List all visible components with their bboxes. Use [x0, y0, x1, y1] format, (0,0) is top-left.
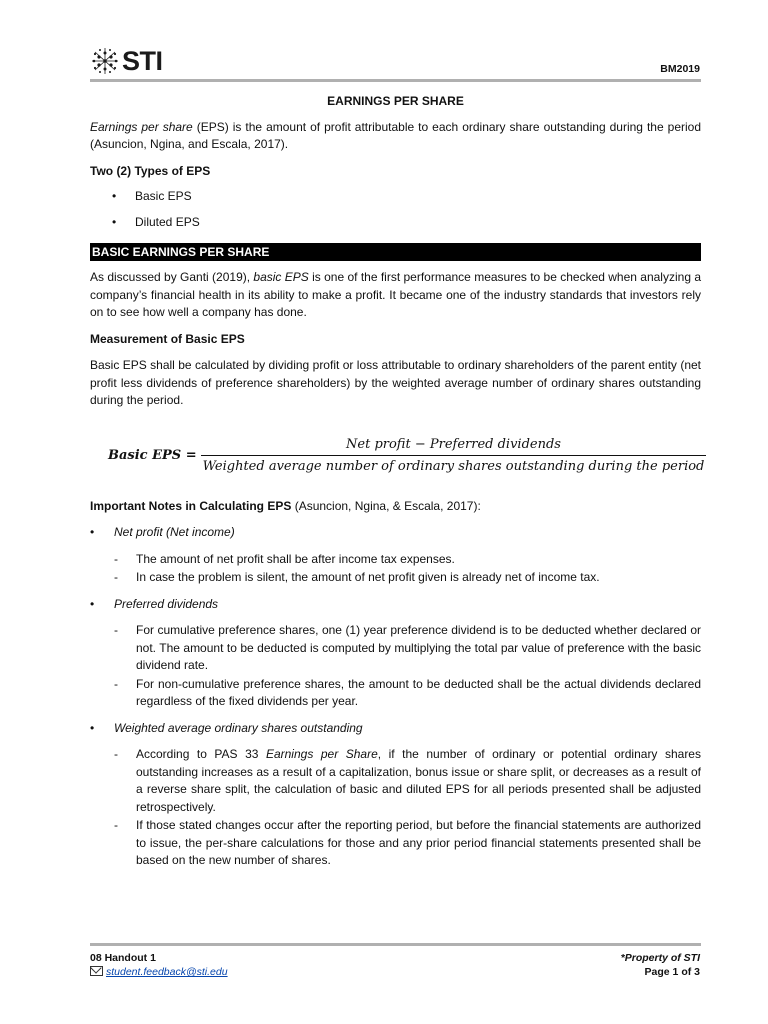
list-item: • Diluted EPS: [90, 214, 701, 232]
document-code: BM2019: [660, 63, 700, 75]
notes-heading: [90, 498, 701, 516]
note-points-preferred-dividends: [90, 622, 701, 711]
property-label: *Property of STI: [620, 952, 700, 964]
list-item: - If those stated changes occur after the reporting period, but before the financial statements are authorized to issue, the per-share calculations for those and any prior period financial statements presented shall be based on the new number of shares.: [90, 817, 701, 870]
note-label-net-profit: • Net profit (Net income): [90, 524, 701, 542]
formula-denominator: Weighted average number of ordinary shares outstanding during the period: [201, 455, 707, 476]
list-item: - The amount of net profit shall be after income tax expenses.: [90, 551, 701, 569]
paragraph-term: basic EPS: [253, 270, 309, 284]
notes-heading-citation: (Asuncion, Ngina, & Escala, 2017):: [291, 498, 481, 513]
header-divider: [90, 79, 701, 82]
basic-eps-paragraph: [90, 269, 701, 322]
note-points-net-profit: [90, 551, 701, 587]
footer-email-row: [90, 965, 228, 979]
list-item: • Basic EPS: [90, 188, 701, 206]
item-term: Earnings per Share: [265, 747, 378, 761]
paragraph-text: As discussed by Ganti (2019),: [90, 270, 254, 284]
formula-lhs: Basic EPS =: [108, 447, 197, 463]
note-points-weighted-average: [90, 746, 701, 870]
note-label-preferred-dividends: • Preferred dividends: [90, 596, 701, 614]
intro-term: Earnings per share: [90, 119, 193, 134]
item-text: According to PAS 33: [136, 747, 266, 761]
intro-text: (EPS) is the amount of profit attributable to each ordinary share outstanding during the period (Asuncion, Ngina, and Escala, 2017).: [90, 119, 702, 151]
globe-icon: [90, 47, 120, 75]
feedback-email-link[interactable]: student.feedback@sti.edu: [106, 966, 228, 978]
types-heading: Two (2) Types of EPS: [90, 163, 211, 178]
intro-paragraph: [90, 119, 701, 154]
list-item: [90, 746, 701, 816]
footer-divider: [90, 943, 701, 946]
measurement-paragraph: Basic EPS shall be calculated by dividing profit or loss attributable to ordinary shareholders of the parent entity (net profit less dividends of preference shareholders) by the weighted average number of ordinary shares outstanding during the period.: [90, 358, 701, 407]
list-item: - In case the problem is silent, the amount of net profit given is already net of income tax.: [90, 569, 701, 587]
section-heading-basic-eps: BASIC EARNINGS PER SHARE: [90, 243, 701, 261]
page-number: Page 1 of 3: [644, 966, 700, 978]
item-text: , if the number of ordinary or potential ordinary shares outstanding increases as a result of a capitalization, bonus issue or share split, or decreases as a result of a reverse share split, the calculation of basic and diluted EPS for all periods presented shall be adjusted retrospectively.: [136, 747, 701, 814]
types-list: [90, 188, 701, 231]
formula-numerator: Net profit − Preferred dividends: [346, 436, 561, 452]
sti-logo: [90, 44, 163, 78]
logo-wordmark: STI: [122, 45, 163, 76]
formula-fraction: [201, 436, 707, 476]
note-label-weighted-average: • Weighted average ordinary shares outstanding: [90, 720, 701, 738]
basic-eps-formula: [108, 436, 705, 476]
mail-icon: [90, 966, 103, 976]
list-item: - For cumulative preference shares, one (1) year preference dividend is to be deducted whether declared or not. The amount to be deducted is computed by multiplying the total par value of preference with the basic dividend rate.: [90, 622, 701, 675]
notes-heading-title: Important Notes in Calculating EPS: [90, 498, 292, 513]
measurement-heading: Measurement of Basic EPS: [90, 331, 245, 346]
handout-label: 08 Handout 1: [90, 952, 156, 964]
document-body: [90, 93, 705, 879]
list-item: - For non-cumulative preference shares, the amount to be deducted shall be the actual dividends declared regardless of the fixed dividends per year.: [90, 676, 701, 711]
paragraph-text: is one of the first performance measures to be checked when analyzing a company’s financial health in its ability to make a profit. It became one of the industry standards that investors rely on to see how well a company has done.: [90, 270, 701, 319]
footer-left: [90, 951, 228, 979]
footer-right: [621, 951, 700, 979]
page-title: EARNINGS PER SHARE: [327, 94, 464, 108]
